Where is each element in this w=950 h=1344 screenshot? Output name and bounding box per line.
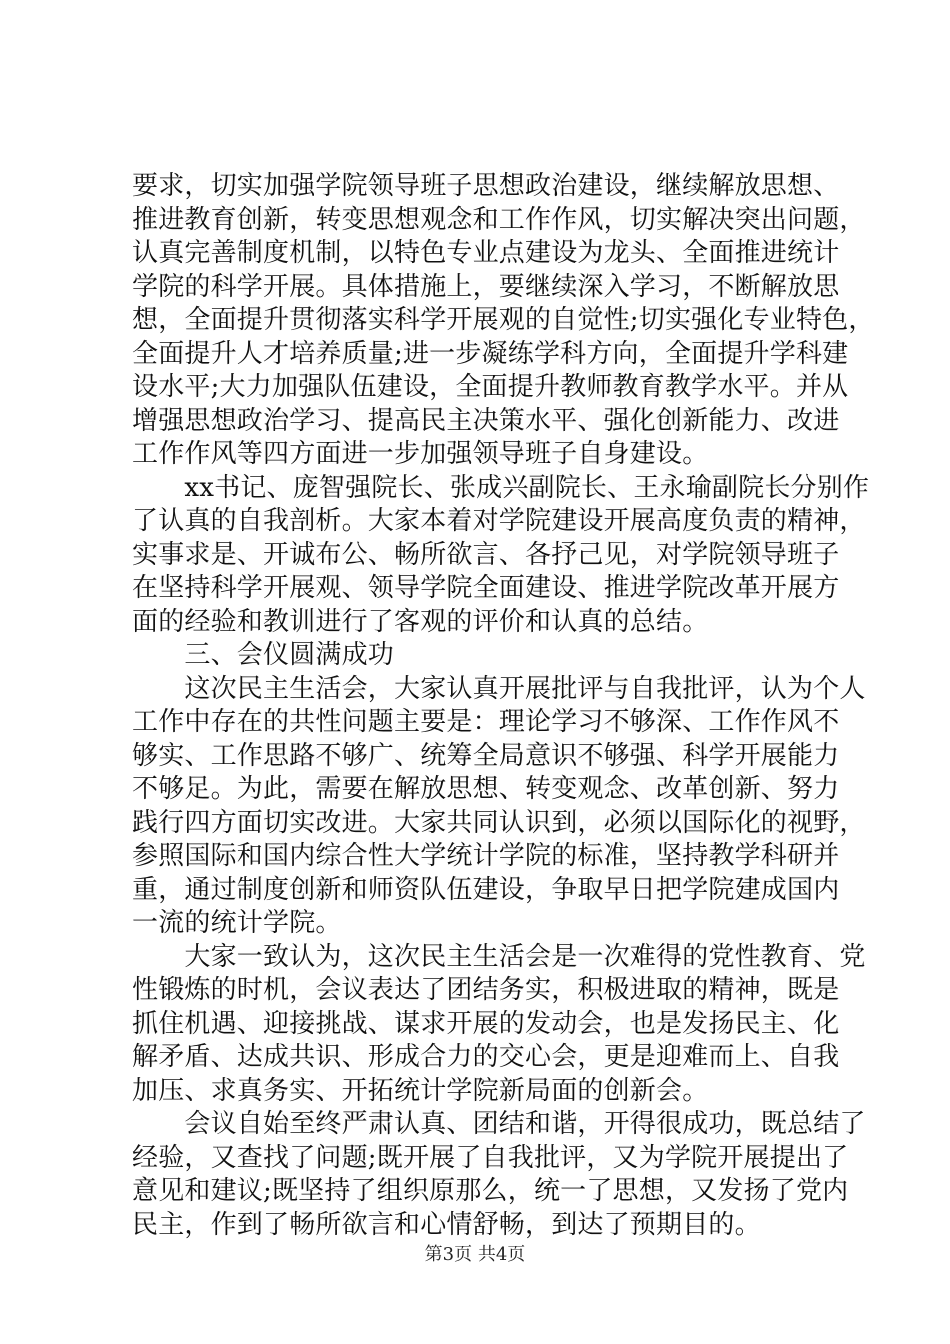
text-line: 要求，切实加强学院领导班子思想政治建设，继续解放思想、 [132,171,840,201]
text-line: 一流的统计学院。 [132,908,342,938]
text-line: 想，全面提升贯彻落实科学开展观的自觉性;切实强化专业特色， [132,305,875,335]
text-line: 意见和建议;既坚持了组织原那么，统一了思想，又发扬了党内 [132,1176,849,1206]
text-line: 够实、工作思路不够广、统筹全局意识不够强、科学开展能力 [132,740,840,771]
text-line: 会议自始至终严肃认真、团结和谐，开得很成功，既总结了 [132,1109,866,1139]
text-line: 性锻炼的时机，会议表达了团结务实，积极进取的精神，既是 [132,975,840,1005]
text-line: 实事求是、开诚布公、畅所欲言、各抒己见，对学院领导班子 [132,539,840,570]
text-line: 面的经验和教训进行了客观的评价和认真的总结。 [132,606,709,637]
document-body [132,170,875,1242]
text-line: 重，通过制度创新和师资队伍建设，争取早日把学院建成国内 [132,874,840,905]
text-line: 民主，作到了畅所欲言和心情舒畅，到达了预期目的。 [132,1209,761,1240]
text-line: 了认真的自我剖析。大家本着对学院建设开展高度负责的精神， [132,506,866,536]
text-line: 设水平;大力加强队伍建设，全面提升教师教育教学水平。并从 [132,372,849,402]
text-line: 经验，又查找了问题;既开展了自我批评，又为学院开展提出了 [132,1142,849,1173]
text-line: 全面提升人才培养质量;进一步凝练学科方向，全面提升学科建 [132,338,849,369]
section-heading: 三、会仪圆满成功 [132,640,395,670]
text-line: 这次民主生活会，大家认真开展批评与自我批评，认为个人 [132,673,866,704]
text-line: 工作作风等四方面进一步加强领导班子自身建设。 [132,439,709,469]
text-line: 不够足。为此，需要在解放思想、转变观念、改革创新、努力 [132,774,840,804]
text-line: 认真完善制度机制，以特色专业点建设为龙头、全面推进统计 [132,238,840,268]
text-line: 践行四方面切实改进。大家共同认识到，必须以国际化的视野， [132,807,866,838]
text-line: 抓住机遇、迎接挑战、谋求开展的发动会，也是发扬民主、化 [132,1008,840,1039]
text-line: 增强思想政治学习、提高民主决策水平、强化创新能力、改进 [132,405,840,436]
text-line: 加压、求真务实、开拓统计学院新局面的创新会。 [132,1075,709,1106]
text-line: 参照国际和国内综合性大学统计学院的标准，坚持教学科研并 [132,841,840,871]
text-line: 解矛盾、达成共识、形成合力的交心会，更是迎难而上、自我 [132,1042,840,1072]
text-line: 工作中存在的共性问题主要是：理论学习不够深、工作作风不 [132,707,840,737]
text-line: 大家一致认为，这次民主生活会是一次难得的党性教育、党 [132,941,866,972]
text-line: 推进教育创新，转变思想观念和工作作风，切实解决突出问题， [132,204,866,235]
text-line: 学院的科学开展。具体措施上，要继续深入学习，不断解放思 [132,271,840,302]
text-line: 在坚持科学开展观、领导学院全面建设、推进学院改革开展方 [132,573,840,603]
text-line: xx书记、庞智强院长、张成兴副院长、王永瑜副院长分别作 [132,472,870,503]
page-number-footer: 第3页 共4页 [424,1244,526,1265]
